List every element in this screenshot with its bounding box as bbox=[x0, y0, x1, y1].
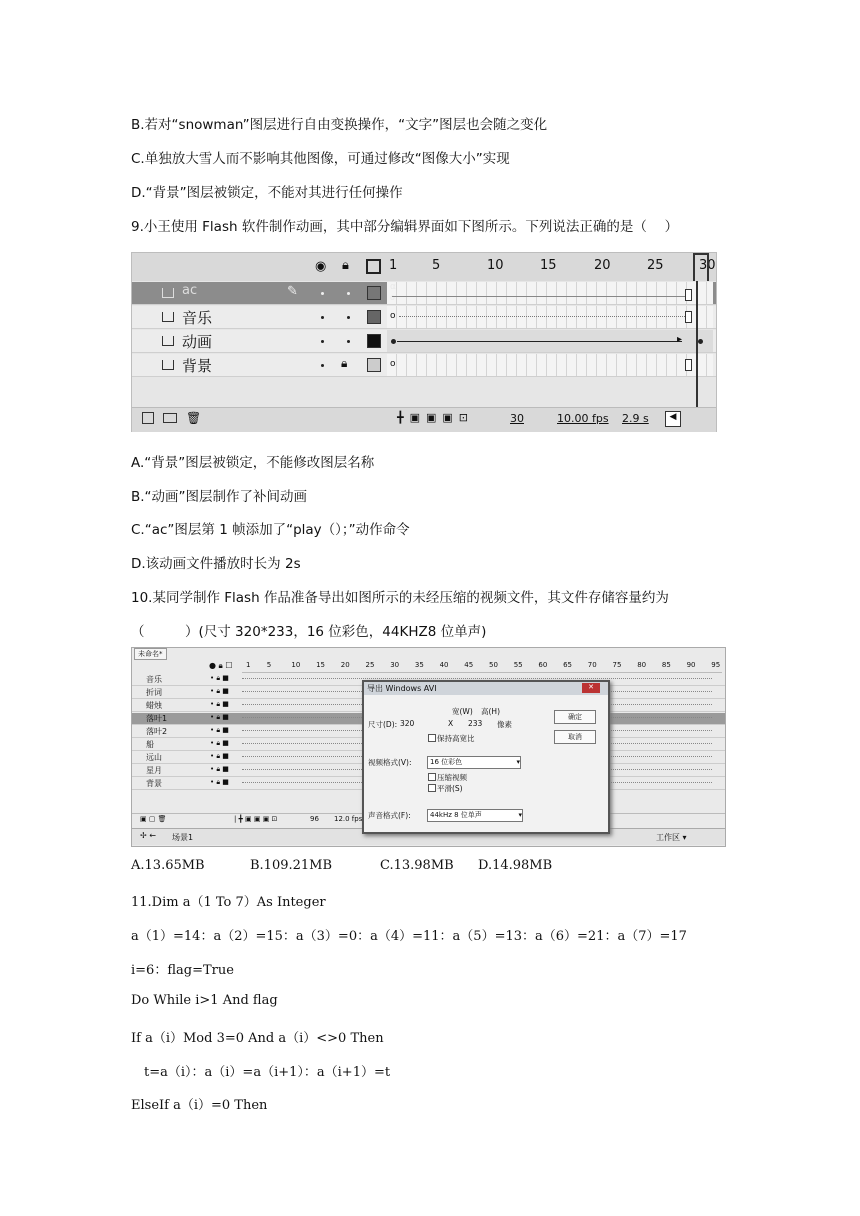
layer-icon bbox=[162, 288, 174, 298]
frame-tick-label: 15 bbox=[540, 258, 557, 273]
layer-name: 星月 bbox=[146, 766, 162, 775]
frame-tick-label: 30 bbox=[390, 661, 400, 669]
frame-tick-label: 50 bbox=[489, 661, 498, 669]
q9-stem: 9.小王使用 Flash 软件制作动画，其中部分编辑界面如下图所示。下列说法正确的是（ ） bbox=[131, 219, 679, 235]
layer-name: 折词 bbox=[146, 688, 162, 697]
layer-name: 音乐 bbox=[146, 675, 162, 684]
eye-icon: ● 🔒︎ ☐ bbox=[209, 661, 233, 670]
trash-icon[interactable]: 🗑︎ bbox=[186, 411, 202, 425]
dialog-title: 导出 Windows AVI ✕ bbox=[364, 682, 608, 695]
eye-icon: ◉ bbox=[315, 259, 327, 274]
sound-waveform bbox=[399, 316, 689, 319]
frame-tick-label: 70 bbox=[587, 661, 597, 669]
layer-frames: ▸ bbox=[387, 330, 713, 352]
q8-option-d: D.“背景”图层被锁定，不能对其进行任何操作 bbox=[131, 185, 403, 201]
q10-option-c: C.13.98MB bbox=[380, 858, 454, 873]
lock-icon: 🔒︎ bbox=[341, 356, 348, 370]
layer-row[interactable]: 蜡烛 • 🔒︎ ■ bbox=[132, 700, 725, 712]
workspace-menu[interactable]: 工作区 ▾ bbox=[656, 833, 687, 842]
new-folder-icon[interactable] bbox=[163, 413, 177, 423]
frame-tick-label: 20 bbox=[340, 661, 350, 669]
frame-tick-label: 45 bbox=[464, 661, 474, 669]
layer-row[interactable]: 船 • 🔒︎ ■ bbox=[132, 739, 725, 751]
layer-row-animation[interactable] bbox=[132, 330, 716, 353]
layer-row[interactable]: 折词 • 🔒︎ ■ bbox=[132, 687, 725, 699]
elapsed-time: 2.9 s bbox=[622, 412, 649, 425]
width-field[interactable]: 320 bbox=[400, 719, 415, 728]
layer-name: 动画 bbox=[182, 333, 213, 351]
frame-tick-label: 95 bbox=[711, 661, 721, 669]
q11-line: i=6：flag=True bbox=[131, 963, 234, 978]
q8-option-b: B.若对“snowman”图层进行自由变换操作，“文字”图层也会随之变化 bbox=[131, 117, 548, 133]
q9-option-b: B.“动画”图层制作了补间动画 bbox=[131, 489, 308, 505]
export-avi-dialog bbox=[362, 680, 610, 834]
frame-tick-label: 65 bbox=[563, 661, 573, 669]
document-tab[interactable]: 未命名* bbox=[134, 648, 167, 660]
sound-format-select[interactable]: 44kHz 8 位单声 ▾ bbox=[427, 809, 523, 822]
frame-tick-label: 5 bbox=[266, 661, 272, 669]
size-label: 尺寸(D): bbox=[368, 720, 398, 729]
smooth-label: 平滑(S) bbox=[437, 784, 463, 793]
frame-tick-label: 55 bbox=[513, 661, 523, 669]
timeline-footer bbox=[132, 407, 716, 432]
frame-tick-label: 10 bbox=[291, 661, 301, 669]
layer-name: 落叶2 bbox=[146, 727, 168, 736]
frame-ruler bbox=[242, 660, 722, 673]
q10-stem-2: （ ）(尺寸 320*233，16 位彩色，44KHZ8 位单声) bbox=[131, 624, 487, 640]
layer-name: 船 bbox=[146, 740, 154, 749]
width-label: 宽(W) bbox=[452, 707, 473, 716]
layer-name: 落叶1 bbox=[146, 714, 168, 723]
sound-format-label: 声音格式(F): bbox=[368, 811, 411, 820]
frame-ruler bbox=[387, 253, 716, 281]
times-sign: X bbox=[448, 719, 454, 728]
unit-label: 像素 bbox=[497, 720, 512, 729]
frame-tick-label: 15 bbox=[316, 661, 326, 669]
keep-ratio-checkbox[interactable] bbox=[428, 734, 436, 742]
q11-line: ElseIf a（i）=0 Then bbox=[131, 1098, 268, 1113]
layer-row-music[interactable] bbox=[132, 306, 716, 329]
layer-row[interactable]: 落叶2 • 🔒︎ ■ bbox=[132, 726, 725, 738]
layer-name: ac bbox=[182, 283, 198, 298]
action-keyframe: α bbox=[390, 282, 396, 292]
flash-timeline-figure-1 bbox=[131, 252, 717, 432]
frame-tick-label: 40 bbox=[439, 661, 449, 669]
ok-button[interactable]: 确定 bbox=[554, 710, 596, 724]
q10-option-d: D.14.98MB bbox=[478, 858, 553, 873]
q11-line: a（1）=14：a（2）=15：a（3）=0：a（4）=11：a（5）=13：a（6）=21：a（7）=17 bbox=[131, 929, 687, 944]
q11-line: 11.Dim a（1 To 7）As Integer bbox=[131, 895, 326, 910]
q9-option-c: C.“ac”图层第 1 帧添加了“play（）；”动作命令 bbox=[131, 522, 410, 538]
q9-option-a: A.“背景”图层被锁定，不能修改图层名称 bbox=[131, 455, 375, 471]
layer-name: 音乐 bbox=[182, 309, 213, 327]
height-label: 高(H) bbox=[481, 707, 500, 716]
frame-tick-label: 5 bbox=[432, 258, 441, 273]
q11-line: If a（i）Mod 3=0 And a（i）<>0 Then bbox=[131, 1031, 384, 1046]
layer-row[interactable]: 星月 • 🔒︎ ■ bbox=[132, 765, 725, 777]
layer-name: 背景 bbox=[146, 779, 162, 788]
layer-frames: o bbox=[387, 354, 713, 376]
frame-rate: 10.00 fps bbox=[557, 412, 609, 425]
playhead bbox=[693, 253, 709, 281]
layer-row[interactable]: 远山 • 🔒︎ ■ bbox=[132, 752, 725, 764]
frame-rate: 12.0 fps bbox=[334, 815, 363, 823]
q10-option-a: A.13.65MB bbox=[131, 858, 205, 873]
onion-skin-icons[interactable]: ╋▣▣▣⊡ bbox=[397, 411, 475, 424]
scroll-left-button[interactable]: ◀ bbox=[665, 411, 681, 427]
layer-name: 蜡烛 bbox=[146, 701, 162, 710]
q10-stem: 10.某同学制作 Flash 作品准备导出如图所示的未经压缩的视频文件，其文件存储容量约为 bbox=[131, 590, 669, 606]
frame-tick-label: 1 bbox=[389, 258, 398, 273]
layer-icon bbox=[162, 336, 174, 346]
height-field[interactable]: 233 bbox=[468, 719, 483, 728]
frame-tick-label: 35 bbox=[414, 661, 424, 669]
scene-label[interactable]: 场景1 bbox=[172, 833, 194, 842]
frame-tick-label: 75 bbox=[612, 661, 622, 669]
current-frame: 96 bbox=[310, 815, 319, 823]
frame-tick-label: 90 bbox=[686, 661, 696, 669]
frame-tick-label: 80 bbox=[637, 661, 647, 669]
current-frame: 30 bbox=[510, 412, 524, 425]
q11-line: Do While i>1 And flag bbox=[131, 993, 278, 1008]
lock-icon: 🔒︎ bbox=[342, 258, 349, 273]
frame-tick-label: 30 bbox=[699, 258, 716, 273]
smooth-checkbox[interactable] bbox=[428, 784, 436, 792]
scene-bar: ✢ ← 场景1 工作区 ▾ bbox=[132, 828, 725, 845]
layer-frames: α o bbox=[387, 282, 713, 304]
layer-name: 背景 bbox=[182, 357, 213, 375]
q11-line: t=a（i）：a（i）=a（i+1）：a（i+1）=t bbox=[131, 1065, 391, 1080]
frame-tick-label: 10 bbox=[487, 258, 504, 273]
q10-option-b: B.109.21MB bbox=[250, 858, 333, 873]
layer-row[interactable]: 音乐 • 🔒︎ ■ bbox=[132, 674, 725, 686]
pencil-icon: ✎ bbox=[287, 284, 298, 299]
layer-icon bbox=[162, 312, 174, 322]
timeline-header bbox=[132, 253, 716, 281]
keep-ratio-label: 保持高宽比 bbox=[437, 734, 475, 743]
q9-option-d: D.该动画文件播放时长为 2s bbox=[131, 556, 301, 572]
outline-icon bbox=[366, 259, 381, 274]
layer-frames: o bbox=[387, 306, 713, 328]
layer-row[interactable]: 落叶1 • 🔒︎ ■ bbox=[132, 713, 725, 725]
frame-tick-label: 60 bbox=[538, 661, 548, 669]
layer-row-ac[interactable] bbox=[132, 282, 716, 305]
cancel-button[interactable]: 取消 bbox=[554, 730, 596, 744]
layer-row[interactable]: 背景 • 🔒︎ ■ bbox=[132, 778, 725, 790]
frame-tick-label: 25 bbox=[365, 661, 375, 669]
frame-tick-label: 25 bbox=[647, 258, 664, 273]
layer-row-background[interactable] bbox=[132, 354, 716, 377]
tween-arrow bbox=[397, 341, 682, 342]
frame-tick-label: 85 bbox=[661, 661, 671, 669]
video-format-label: 视频格式(V): bbox=[368, 758, 412, 767]
close-icon[interactable]: ✕ bbox=[582, 683, 600, 693]
frame-tick-label: 20 bbox=[594, 258, 611, 273]
compress-checkbox[interactable] bbox=[428, 773, 436, 781]
q8-option-c: C.单独放大雪人而不影响其他图像，可通过修改“图像大小”实现 bbox=[131, 151, 510, 167]
new-layer-icon[interactable] bbox=[142, 412, 154, 424]
timeline-footer: ▣ ▢ 🗑︎ | ╋ ▣ ▣ ▣ ⊡ 96 12.0 fps bbox=[132, 813, 725, 826]
frame-tick-label: 1 bbox=[246, 661, 251, 669]
video-format-select[interactable]: 16 位彩色 ▾ bbox=[427, 756, 521, 769]
layer-name: 远山 bbox=[146, 753, 162, 762]
layer-icon bbox=[162, 360, 174, 370]
compress-label: 压缩视频 bbox=[437, 773, 467, 782]
